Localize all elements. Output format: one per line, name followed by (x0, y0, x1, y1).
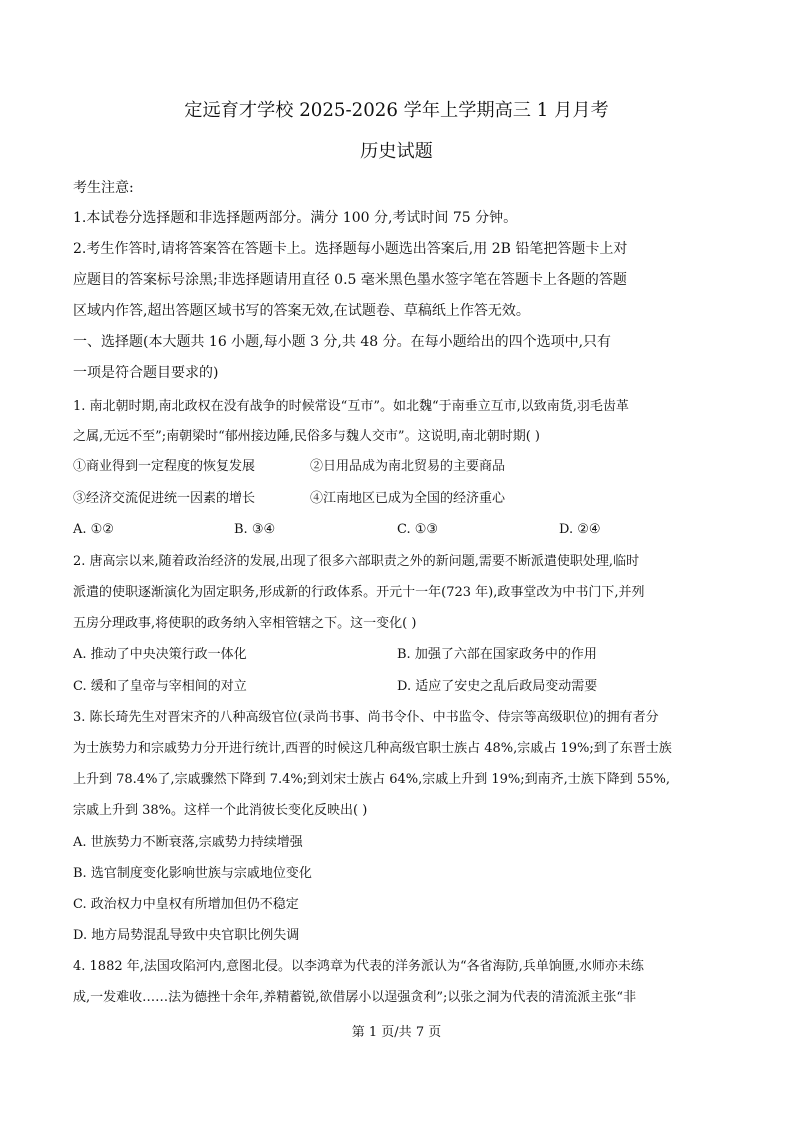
notice-heading: 考生注意: (73, 180, 134, 196)
q1-statement-1: ①商业得到一定程度的恢复发展 (73, 459, 256, 474)
q3-option-b: B. 选官制度变化影响世族与宗戚地位变化 (73, 866, 312, 881)
q1-option-a: A. ①② (73, 522, 114, 537)
q2-stem-line-3: 五房分理政事,将使职的政务纳入宰相管辖之下。这一变化( ) (73, 616, 417, 631)
q2-option-d: D. 适应了安史之乱后政局变动需要 (397, 679, 598, 694)
notice-item-2-line-1: 2.考生作答时,请将答案答在答题卡上。选择题每小题选出答案后,用 2B 铅笔把答题卡上对 (73, 241, 628, 257)
notice-item-2-line-2: 应题目的答案标号涂黑;非选择题请用直径 0.5 毫米黑色墨水签字笔在答题卡上各题的答题 (73, 272, 627, 288)
q3-stem-line-1: 3. 陈长琦先生对晋宋齐的八种高级官位(录尚书事、尚书令仆、中书监令、侍宗等高级职位)的拥有者分 (73, 710, 659, 725)
q1-stem-line-2: 之属,无远不至”;南朝梁时“郁州接边陲,民俗多与魏人交市”。这说明,南北朝时期( ) (73, 429, 540, 444)
notice-item-2-line-3: 区域内作答,超出答题区域书写的答案无效,在试题卷、草稿纸上作答无效。 (73, 303, 530, 319)
exam-subject: 历史试题 (360, 141, 433, 162)
section-heading-line-2: 一项是符合题目要求的) (73, 365, 219, 381)
q3-stem-line-3: 上升到 78.4%了,宗戚骤然下降到 7.4%;到刘宋士族占 64%,宗戚上升到 19%;到南齐,士族下降到 55%, (73, 772, 670, 787)
q1-stem-line-1: 1. 南北朝时期,南北政权在没有战争的时候常设“互市”。如北魏“于南垂立互市,以致南货,羽毛齿革 (73, 399, 629, 414)
q3-option-d: D. 地方局势混乱导致中央官职比例失调 (73, 928, 300, 943)
q2-stem-line-2: 派遣的使职逐渐演化为固定职务,形成新的行政体系。开元十一年(723 年),政事堂改为中书门下,并列 (73, 585, 645, 600)
page-number: 第 1 页/共 7 页 (351, 1025, 442, 1040)
exam-title: 定远育才学校 2025-2026 学年上学期高三 1 月月考 (184, 100, 609, 121)
q2-option-a: A. 推动了中央决策行政一体化 (73, 647, 247, 662)
q1-option-c: C. ①③ (397, 522, 439, 537)
q3-stem-line-4: 宗戚上升到 38%。这样一个此消彼长变化反映出( ) (73, 803, 368, 818)
q1-statement-3: ③经济交流促进统一因素的增长 (73, 491, 256, 506)
q1-option-d: D. ②④ (559, 522, 601, 537)
q3-stem-line-2: 为士族势力和宗戚势力分开进行统计,西晋的时候这几种高级官职士族占 48%,宗戚占 19%;到了东晋士族 (73, 741, 672, 756)
q1-statement-4: ④江南地区已成为全国的经济重心 (310, 491, 506, 506)
q2-stem-line-1: 2. 唐高宗以来,随着政治经济的发展,出现了很多六部职责之外的新问题,需要不断派遣使职处理,临时 (73, 554, 640, 569)
q2-option-c: C. 缓和了皇帝与宰相间的对立 (73, 679, 247, 694)
q4-stem-line-2: 成,一发难收……法为德挫十余年,养精蓄锐,欲借孱小以逞强贪利”;以张之洞为代表的清流派主张“非 (73, 990, 637, 1005)
q3-option-c: C. 政治权力中皇权有所增加但仍不稳定 (73, 897, 299, 912)
q1-statement-2: ②日用品成为南北贸易的主要商品 (310, 459, 506, 474)
section-heading-line-1: 一、选择题(本大题共 16 小题,每小题 3 分,共 48 分。在每小题给出的四个选项中,只有 (73, 334, 612, 350)
notice-item-1: 1.本试卷分选择题和非选择题两部分。满分 100 分,考试时间 75 分钟。 (73, 210, 518, 226)
q3-option-a: A. 世族势力不断衰落,宗戚势力持续增强 (73, 835, 303, 850)
q4-stem-line-1: 4. 1882 年,法国攻陷河内,意图北侵。以李鸿章为代表的洋务派认为“各省海防,兵单饷匮,水师亦未练 (73, 959, 644, 974)
q2-option-b: B. 加强了六部在国家政务中的作用 (397, 647, 597, 662)
q1-option-b: B. ③④ (234, 522, 276, 537)
